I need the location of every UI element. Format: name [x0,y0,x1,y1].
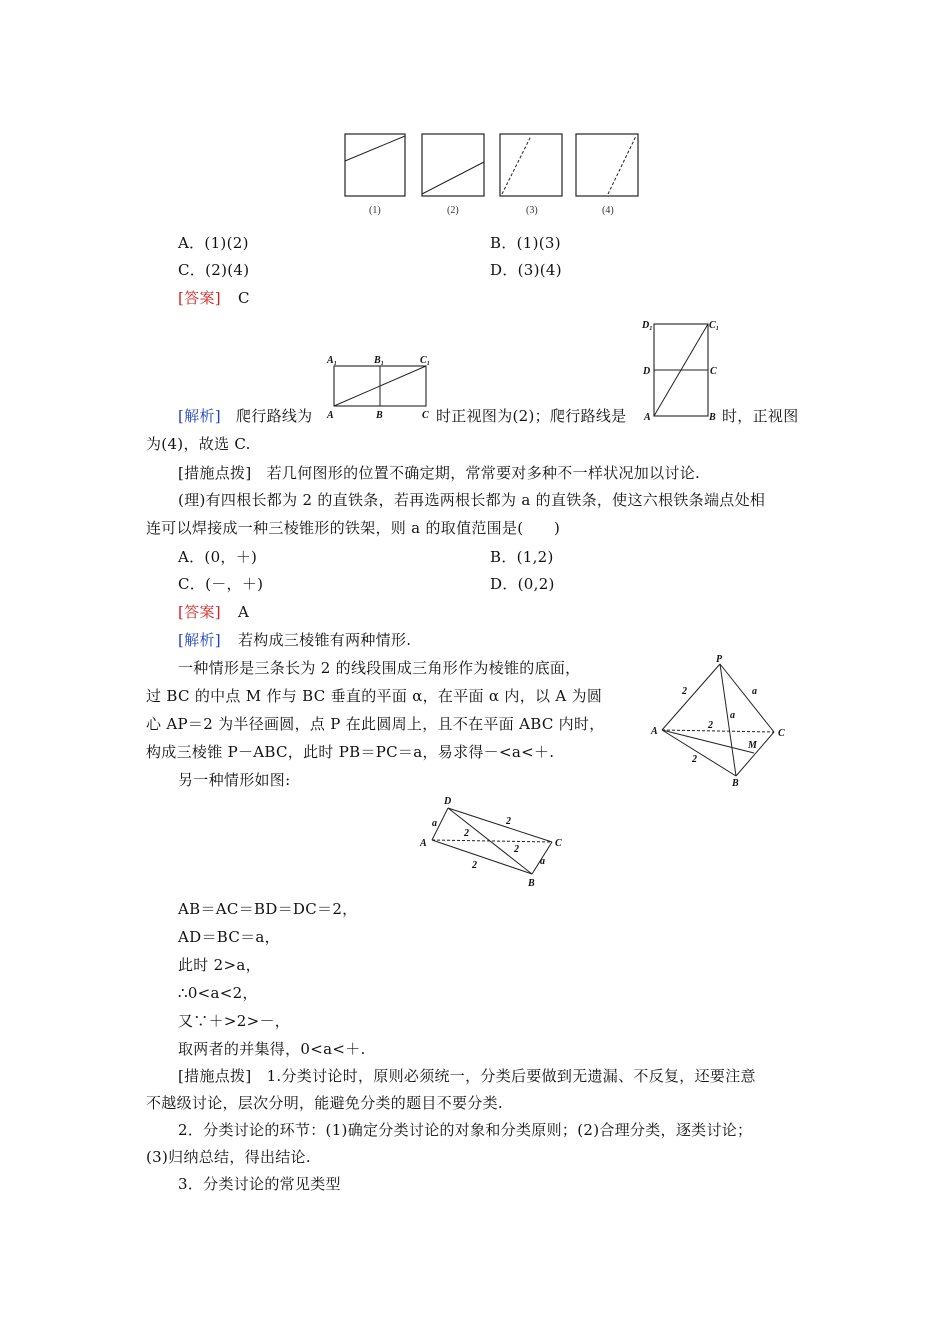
q1-analysis-line2: 为(4)，故选 C. [146,435,251,453]
svg-text:D₁: D₁ [642,320,653,331]
q1-option-b: B．(1)(3) [490,234,561,252]
option-square-1 [345,134,405,216]
svg-text:2: 2 [708,720,713,731]
svg-text:2: 2 [464,828,469,839]
svg-text:a: a [432,818,437,829]
caption-1: (1) [369,205,381,216]
caption-4: (4) [602,205,614,216]
q2-analysis: [解析] 若构成三棱锥有两种情形. [178,631,412,649]
svg-text:A: A [651,726,658,737]
case1-line3: 心 AP＝2 为半径画圆，点 P 在此圆周上，且不在平面 ABC 内时， [146,715,605,733]
caption-3: (3) [526,205,538,216]
q2-option-c: C．(－，＋) [178,575,264,593]
view-options-figure [340,128,650,220]
q2-tip-2-line2: (3)归纳总结，得出结论. [146,1148,311,1166]
derivation-line-3: 此时 2>a， [178,956,261,974]
q2-option-d: D．(0,2) [490,575,555,593]
svg-text:B: B [376,410,383,421]
q2-tip: [措施点拨] 1.分类讨论时，原则必须统一，分类后要做到无遗漏、不反复，还要注意 [178,1067,756,1085]
svg-text:A: A [327,410,334,421]
q1-option-c: C．(2)(4) [178,261,250,279]
svg-text:C: C [422,410,429,421]
derivation-line-6: 取两者的并集得，0<a<＋. [178,1040,366,1058]
svg-text:C₁: C₁ [420,355,431,366]
derivation-line-2: AD＝BC＝a， [178,928,280,946]
tetrahedron-figure [416,794,566,890]
caption-2: (2) [447,205,459,216]
q2-tip-3: 3．分类讨论的常见类型 [178,1175,341,1193]
case1-line1: 一种情形是三条长为 2 的线段围成三角形作为棱锥的底面， [178,659,581,677]
case2-intro: 另一种情形如图: [178,771,291,789]
svg-text:D: D [444,796,452,807]
svg-text:A: A [644,412,651,423]
svg-text:B: B [732,778,739,788]
answer-tag: [答案] [178,289,221,307]
case1-line2: 过 BC 的中点 M 作与 BC 垂直的平面 α，在平面 α 内，以 A 为圆 [146,687,603,705]
q1-option-d: D．(3)(4) [490,261,562,279]
q2-option-b: B．(1,2) [490,548,554,566]
q2-tip-line2: 不越级讨论，层次分明，能避免分类的题目不要分类. [146,1094,503,1112]
svg-text:B₁: B₁ [374,355,385,366]
svg-text:B: B [709,412,716,423]
path-figure-horizontal [322,352,434,426]
path-figure-vertical [640,316,726,426]
option-square-3 [500,134,562,216]
derivation-line-1: AB＝AC＝BD＝DC＝2， [178,900,358,918]
svg-text:2: 2 [514,844,519,855]
q2-option-a: A．(0，＋) [178,548,258,566]
pyramid-figure [648,652,798,788]
answer-value: C [237,289,250,307]
q1-answer [178,288,250,308]
derivation-line-4: ∴0<a<2， [178,984,258,1002]
q2-answer: [答案] A [178,603,250,621]
svg-text:C: C [710,366,717,377]
q2-tip-2-line1: 2．分类讨论的环节：(1)确定分类讨论的对象和分类原则；(2)合理分类，逐类讨论； [178,1121,753,1139]
svg-text:2: 2 [682,686,687,697]
svg-text:C₁: C₁ [709,320,720,331]
option-square-2 [422,134,484,216]
svg-text:2: 2 [692,754,697,765]
svg-text:A₁: A₁ [327,355,338,366]
svg-text:a: a [752,686,757,697]
svg-text:2: 2 [506,816,511,827]
svg-text:M: M [748,740,757,751]
case1-line4: 构成三棱锥 P－ABC，此时 PB＝PC＝a，易求得－<a<＋. [146,743,555,761]
q2-stem-line2: 连可以焊接成一种三棱锥形的铁架，则 a 的取值范围是( ) [146,519,561,537]
svg-text:2: 2 [472,860,477,871]
q1-analysis-end: 时，正视图 [722,407,799,425]
option-square-4 [576,134,638,216]
svg-text:D: D [643,366,651,377]
q1-tip: [措施点拨] 若几何图形的位置不确定期，常常要对多种不一样状况加以讨论. [178,464,701,482]
svg-text:B: B [528,878,535,889]
q2-stem-line1: (理)有四根长都为 2 的直铁条，若再选两根长都为 a 的直铁条，使这六根铁条端点处相 [178,491,766,509]
svg-text:C: C [778,728,785,739]
q1-analysis: [解析] 爬行路线为 [178,407,313,425]
analysis-tag: [解析] [178,407,221,425]
derivation-line-5: 又∵＋>2>－， [178,1012,291,1030]
q1-option-a: A．(1)(2) [178,234,249,252]
svg-text:A: A [420,838,427,849]
svg-text:a: a [540,856,545,867]
q1-analysis-mid: 时正视图为(2)；爬行路线是 [436,407,627,425]
svg-text:a: a [730,710,735,721]
svg-text:C: C [555,838,562,849]
svg-text:P: P [716,654,723,665]
